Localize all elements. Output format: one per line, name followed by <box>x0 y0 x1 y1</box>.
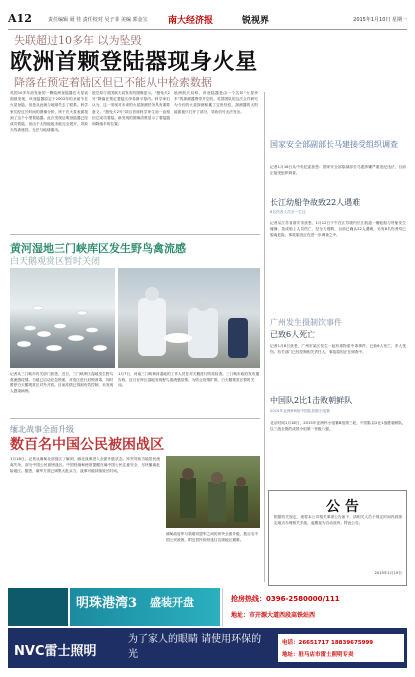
ad2-address: 地址：驻马店市雷士照明专卖 <box>282 652 354 658</box>
notice-title: 公 告 <box>326 499 359 515</box>
editor-credits: 责任编辑 聂 佳 责任校对 吴子菲 美编 郭金宝 <box>48 17 148 23</box>
ad-slogan: 为了家人的眼睛 请使用环保的光 <box>128 634 262 660</box>
sidebar-text-1: 记者1月16日从中央纪委获悉：国家安全部原副部长马建涉嫌严重违纪违法，目前正接受组织调查。 <box>270 165 406 176</box>
sidebar-deck-3: 已致6人死亡 <box>270 330 316 339</box>
ad-contact-box <box>278 634 404 662</box>
sidebar-title-4: 中国队2比1击败朝鲜队 <box>270 396 353 405</box>
lead-column-3: 欧洲航天局称，该登陆器是由一个名叫“火星快车”的探测器携带升空的。英国团队的这次合作研究为今后的火星探测积累了宝贵经验。探测器的太阳能面板只打开了部分，导致信号无法发出。 <box>174 91 258 114</box>
ad-opening: 盛装开盘 <box>150 596 194 609</box>
lead-headline: 欧洲首颗登陆器现身火星 <box>10 49 258 75</box>
bird-flu-deck: 白天鹅观赏区暂时关闭 <box>10 257 101 267</box>
war-body: 1月18日，记者从缅甸北部战区了解到，缅北战事进入全面升级状态。冲突导致当地居民流离失所，部分中国公民被困战区。中国驻缅甸使馆提醒在缅中国公民注意安全，尽快撤离危险地区。据悉，缅军方面已调集大批兵力，战事可能持续较长时间。 <box>10 457 160 474</box>
sidebar-text-4: 北京时间1月18日，2015年亚洲杯小组赛B组第三轮，中国队以2比1战胜朝鲜队，以三战全胜的成绩小组第一晋级八强。 <box>270 421 406 432</box>
page-number: A12 <box>8 12 32 25</box>
lead-column-1: 英国10多年前发射的一颗欧洲登陆器在火星表面被发现，该登陆器原定于2003年的圣诞节在火星登陆，但是从此就与地球失去了联系。科学家们经过长时间的图像分析，终于在火星表面找到了这个小型着陆器。此次发现证明登陆器已经成功着陆，但由于太阳能板未能完全展开，导致天线被遮挡，无法与地球通讯。 <box>10 91 88 133</box>
war-headline: 数百名中国公民被困战区 <box>10 437 164 453</box>
war-caption: 缅甸政府军与果敢同盟军之间的冲突全面升级，数百名中国公民被困，附近居民纷纷逃往边境地区避难。 <box>166 532 259 542</box>
sidebar-title-1: 国家安全部副部长马建接受组织调查 <box>270 140 398 149</box>
war-kicker: 缅北战事全面升级 <box>10 425 74 434</box>
issue-date: 2015年1月10日 星期一 <box>353 17 407 23</box>
bird-flu-headline: 黄河湿地三门峡库区发生野鸟禽流感 <box>10 242 186 255</box>
lead-deck: 降落在预定着陆区但已不能从中检索数据 <box>14 76 212 89</box>
ad-contact <box>222 588 407 626</box>
section-rule <box>10 234 260 235</box>
ad-address: 地址：市开源大道西段高铁站西 <box>231 612 316 619</box>
lighting-ad <box>8 628 407 668</box>
ad-project-name: 明珠港湾3 <box>76 596 138 611</box>
section-rule-2 <box>10 418 260 419</box>
column-divider <box>264 92 265 582</box>
ad-hotline: 抢房热线：0396-2580000/111 <box>231 595 340 603</box>
newspaper-logo: 南大经济报 <box>168 16 214 26</box>
ad-banner <box>70 588 220 626</box>
inspection-photo <box>118 268 260 368</box>
page-header <box>8 10 407 30</box>
notice-body: 根据有关规定，现将本公司相关事项公告如下，请相关人员于规定时间内到指定地点办理相关手续，逾期视为自动放弃。特此公告。 <box>274 515 402 526</box>
soldiers-photo <box>166 456 260 528</box>
lead-kicker: 失联超过10多年 以为坠毁 <box>14 34 142 47</box>
sidebar-text-3: 记者1月8日获悉，广州市某区发生一起有毒物质中毒事件，已致6人死亡，多人受伤。有关部门已经控制相关责任人，事故原因正在调查中。 <box>270 344 406 355</box>
swans-photo <box>10 268 115 368</box>
lead-column-2: 欧空局与英国航天局发布的图像显示，“猎兔犬2号”降落在预定着陆区伊希斯平原内。科学家们认为，这一发现对未来的火星探测任务具有重要意义。“猎兔犬2号”项目首席科学家生前一直相信它成功着陆。新发现的图像清楚显示了着陆器和降落伞的位置。 <box>92 91 170 127</box>
bird-flu-body: 记者从三门峡市有关部门获悉，近日，三门峡库区湿地发生野鸟禽流感疫情。当地已启动应急预案，对疫区进行封锁消毒，同时暂停白天鹅观赏区对外开放。目前疫情已得到有效控制，未发现人感染病例。 <box>10 372 114 393</box>
sidebar-deck-2: 8名伤者人员全一生还 <box>270 210 306 214</box>
sidebar-title-3: 广州发生摄制饮事件 <box>270 318 342 327</box>
real-estate-ad <box>8 588 407 626</box>
sidebar-deck-4: 2015年亚洲杯B组中国队晋级小组赛 <box>270 409 330 413</box>
ad2-phone: 电话：26651717 18839675999 <box>282 640 374 646</box>
sidebar-text-2: 记者从江苏省淮安市获悉，1月12日下午在江苏境内长江航道一艘轮船与货船发生碰撞，造成船上人员伤亡，经全力搜救，目前已确认22人遇难，另有8名伤者均已脱离危险。事故原因正在进一步调查之中。 <box>270 221 406 238</box>
sidebar-title-2: 长江幼船争故致22人遇难 <box>270 198 361 207</box>
nvc-logo: NVC雷士照明 <box>14 644 97 659</box>
section-title: 锐视界 <box>242 16 270 26</box>
notice-date: 2015年1月19日 <box>374 571 402 575</box>
inspection-caption: 1月7日，河南三门峡黄河湿地的工作人员在对天鹅进行防疫检查。三门峡市政府发布通告称，近日在库区湿地发现野鸟禽流感疫情，为防止疫情扩散，白天鹅观赏区暂时关闭。 <box>118 372 260 388</box>
ad-logo-block <box>8 588 68 626</box>
